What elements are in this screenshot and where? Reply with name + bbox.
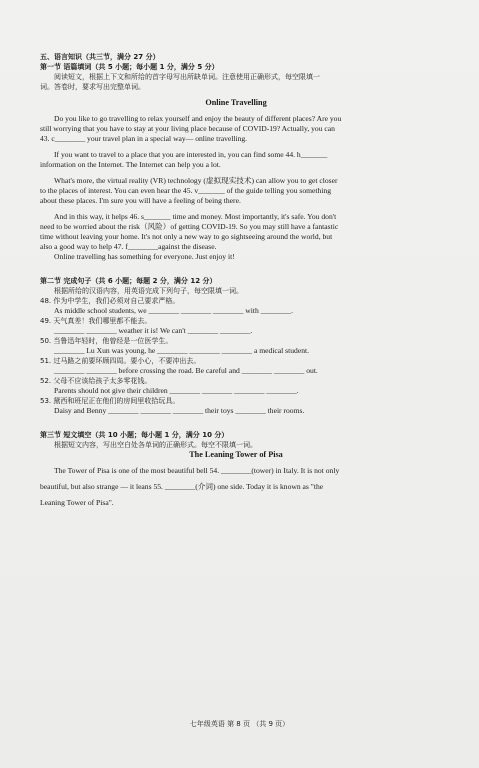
passage-line: Leaning Tower of Pisa". bbox=[40, 498, 114, 507]
passage-line: The Tower of Pisa is one of the most beautiful bell 54. ________(tower) in Italy. It is not only bbox=[54, 466, 340, 475]
passage-line: beautiful, but also strange — it leans 55. ________(介词) one side. Today it is known as "the bbox=[40, 482, 324, 491]
part-five-heading: 五、语言知识（共三节，满分 27 分） bbox=[40, 53, 160, 61]
passage-line: time without leaving your home. It's not only a new way to go sightseeing around the world, but bbox=[40, 232, 333, 241]
question-52-english: Parents should not give their children ________ ________ ________ ________. bbox=[54, 386, 299, 395]
passage-line: Online travelling has something for everyone. Just enjoy it! bbox=[54, 252, 235, 261]
passage-line: And in this way, it helps 46. s_______ time and money. Most importantly, it's safe. You don't bbox=[54, 212, 337, 221]
passage-line: to the places of interest. You can even hear the 45. v_______ of the guide telling you something bbox=[40, 186, 332, 195]
page-content bbox=[40, 52, 432, 508]
passage-line: 43. c________ your travel plan in a special way— online travelling. bbox=[40, 134, 248, 143]
question-48-english: As middle school students, we ________ ________ ________ with ________. bbox=[54, 306, 293, 315]
section3-heading: 第三节 短文填空（共 10 小题；每小题 1 分，满分 10 分） bbox=[40, 431, 229, 439]
section2-heading: 第二节 完成句子（共 6 小题；每题 2 分，满分 12 分） bbox=[40, 277, 217, 285]
passage-line: about these places. I'm sure you will have a feeling of being there. bbox=[40, 196, 241, 205]
question-50-chinese: 50. 当鲁迅年轻时，他曾经是一位医学生。 bbox=[40, 337, 173, 345]
section3-instruction: 根据短文内容，写出空白处各单词的正确形式。每空不限填一词。 bbox=[54, 441, 257, 449]
question-50-english: ________ Lu Xun was young, he ________ ________ ________ a medical student. bbox=[54, 346, 309, 355]
section1-instruction-2: 词。答卷时，要求写出完整单词。 bbox=[40, 83, 145, 91]
question-51-chinese: 51. 过马路之前要环顾四周。要小心，不要冲出去。 bbox=[40, 357, 201, 365]
section1-instruction-1: 阅读短文，根据上下文和所给的首字母写出所缺单词。注意使用正确形式，每空限填一 bbox=[54, 73, 320, 81]
question-48-chinese: 48. 作为中学生，我们必须对自己要求严格。 bbox=[40, 297, 180, 305]
passage-line: need to be worried about the risk（风险）of getting COVID-19. So you may still have a fantastic bbox=[40, 222, 339, 231]
section2-instruction: 根据所给的汉语内容，用英语完成下列句子，每空限填一词。 bbox=[54, 287, 243, 295]
passage-line: If you want to travel to a place that you are interested in, you can find some 44. h_______ bbox=[54, 150, 328, 159]
question-49-chinese: 49. 天气真差！我们哪里都不能去。 bbox=[40, 317, 152, 325]
passage-title-online-travelling: Online Travelling bbox=[205, 98, 267, 107]
question-49-english: ________ ________ weather it is! We can't ________ ________. bbox=[54, 326, 253, 335]
passage-line: information on the Internet. The Internet can help you a lot. bbox=[40, 160, 221, 169]
passage-line: still worrying that you have to stay at your living place because of COVID-19? Actually, you can bbox=[40, 124, 335, 133]
question-51-english: ________ ________ before crossing the road. Be careful and ________ ________ out. bbox=[54, 366, 318, 375]
passage-title-leaning-tower: The Leaning Tower of Pisa bbox=[189, 450, 283, 459]
page-footer: 七年级英语 第 8 页 （共 9 页） bbox=[189, 720, 290, 728]
passage-line: also a good way to help 47. f________against the disease. bbox=[40, 242, 217, 251]
passage-line: Do you like to go travelling to relax yourself and enjoy the beauty of different places? Are you bbox=[54, 114, 342, 123]
section1-heading: 第一节 语篇填词（共 5 小题；每小题 1 分，满分 5 分） bbox=[40, 63, 219, 71]
question-52-chinese: 52. 父母不应该给孩子太多零花钱。 bbox=[40, 377, 152, 385]
question-53-english: Daisy and Benny ________ ________ ________ their toys ________ their rooms. bbox=[54, 406, 305, 415]
passage-line: What's more, the virtual reality (VR) technology (虚拟现实技术) can allow you to get closer bbox=[54, 176, 338, 185]
question-53-chinese: 53. 黛西和班尼正在他们的房间里收拾玩具。 bbox=[40, 397, 180, 405]
